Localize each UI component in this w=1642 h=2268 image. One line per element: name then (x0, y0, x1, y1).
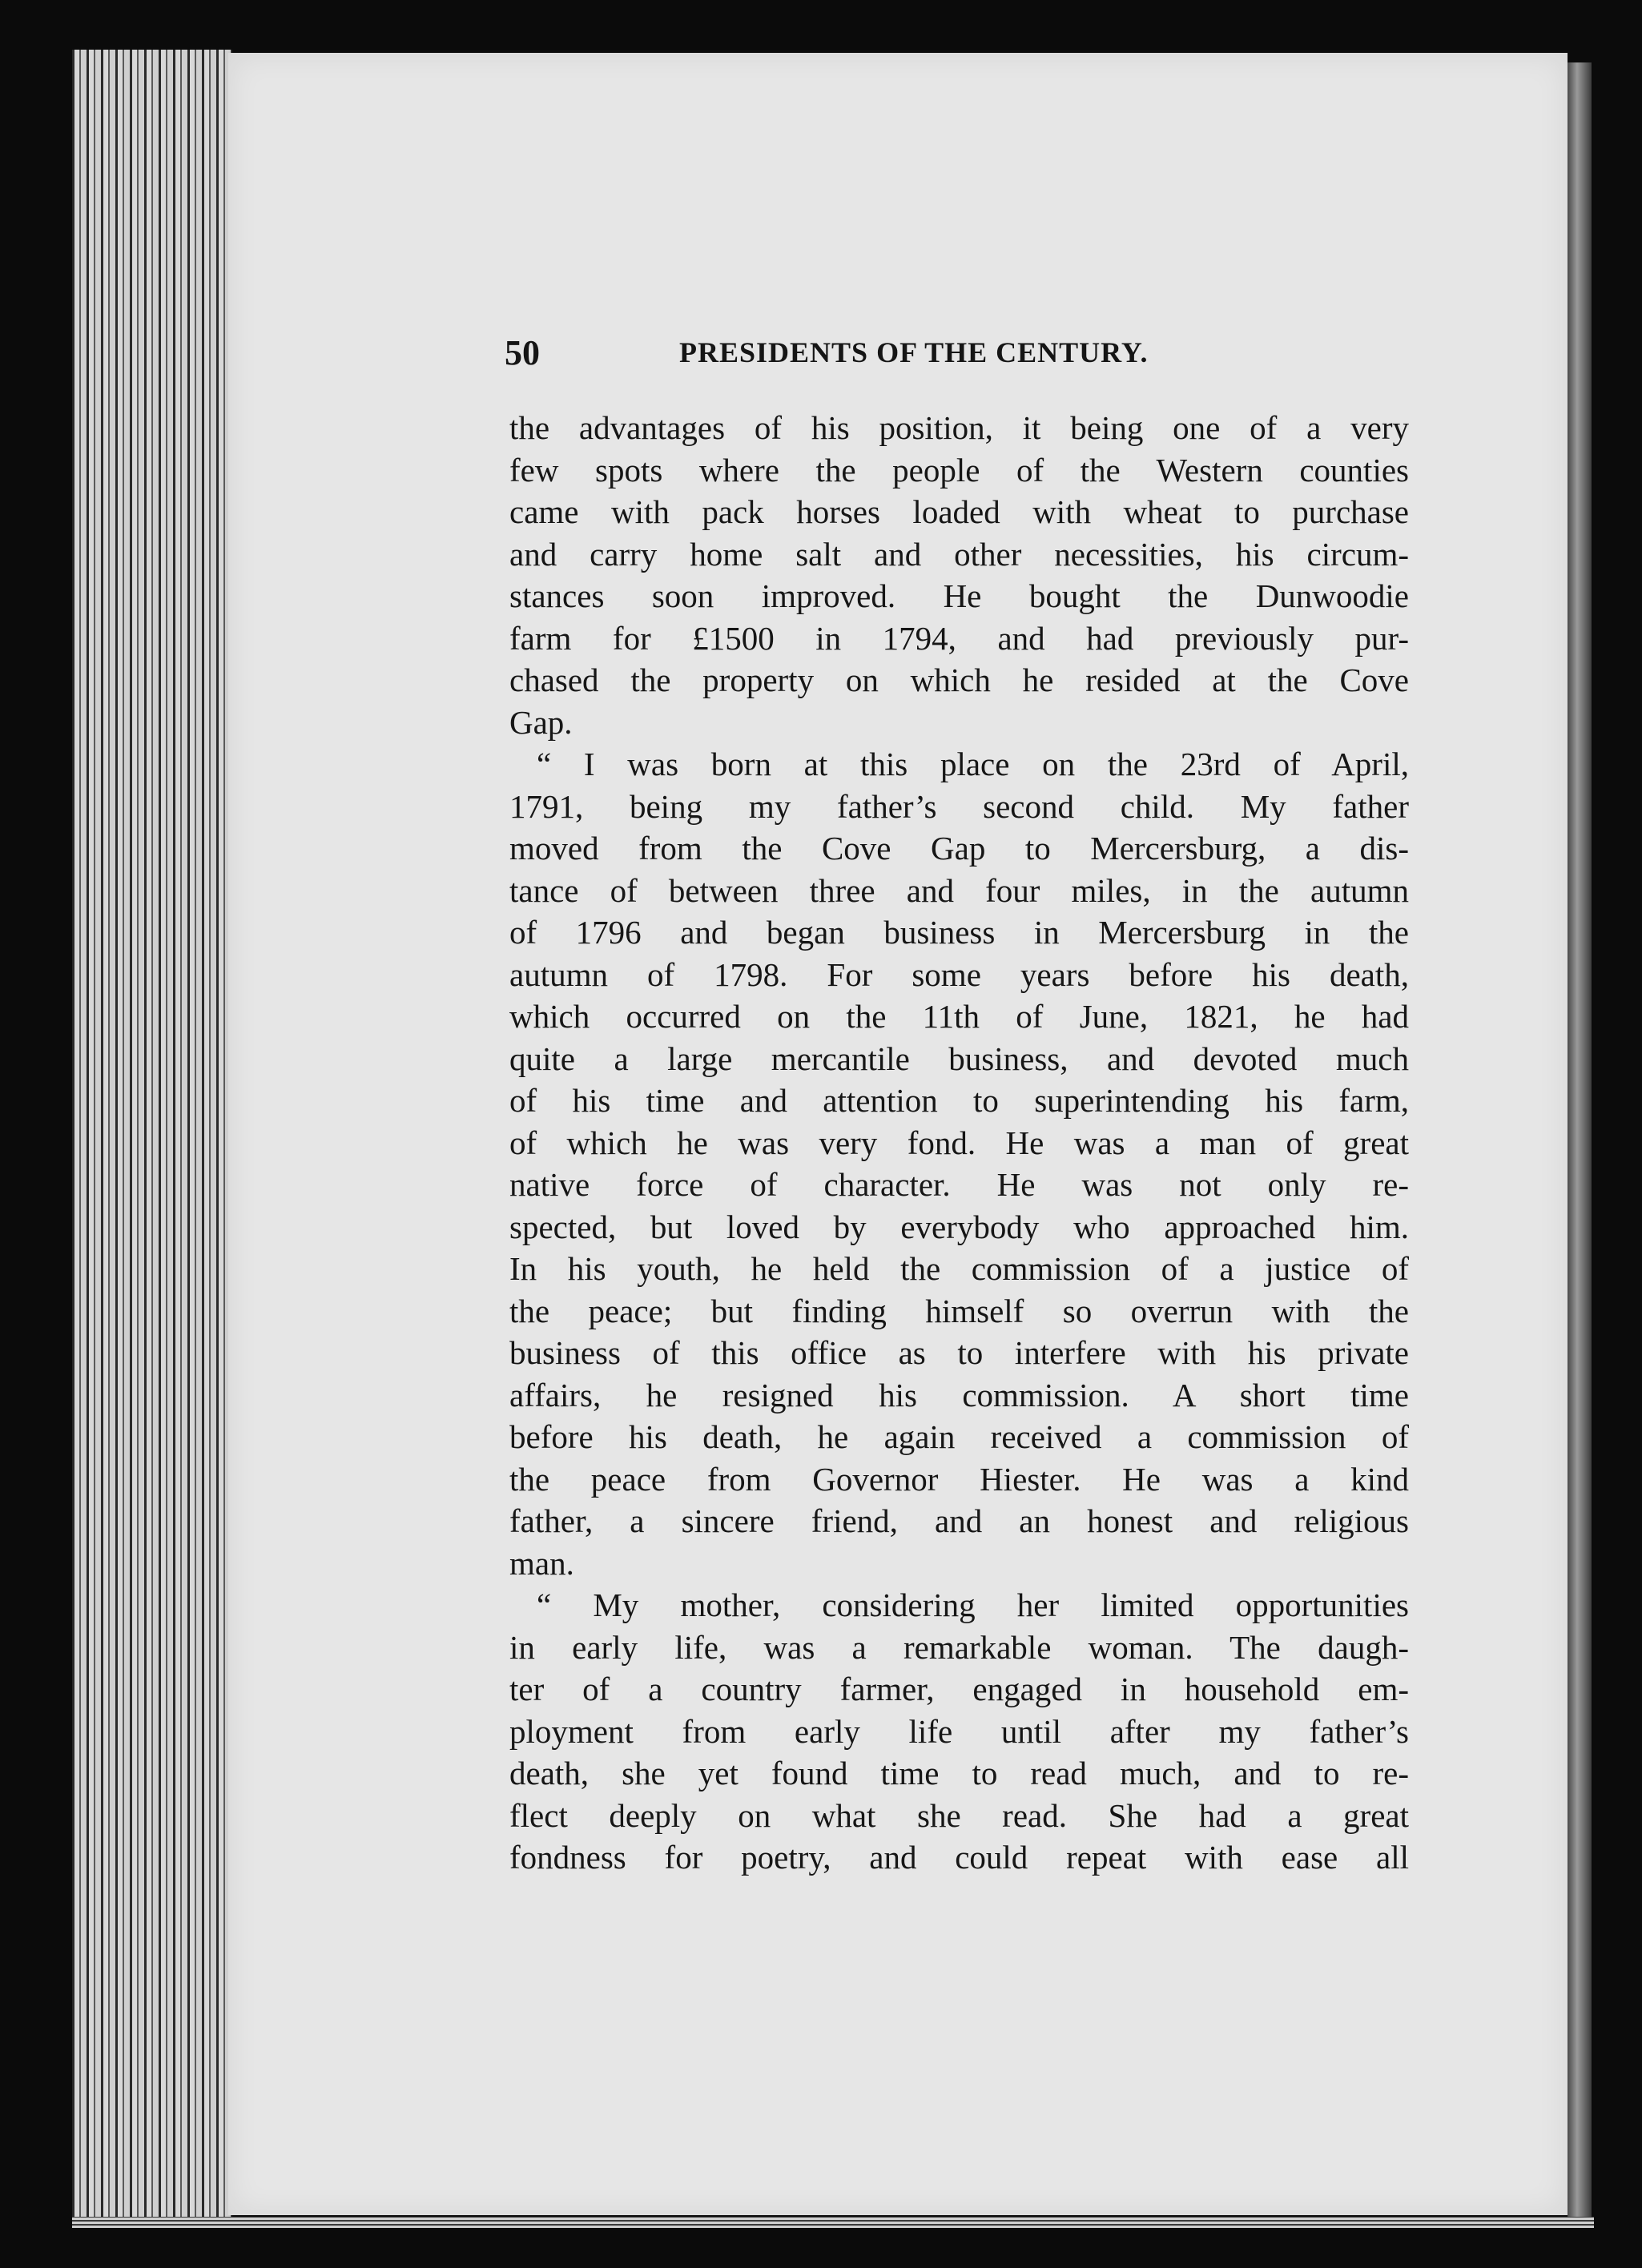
text-line: the advantages of his position, it being one of a very (509, 409, 1409, 446)
text-line: which occurred on the 11th of June, 1821, he had (509, 998, 1409, 1035)
text-line: stances soon improved. He bought the Dunwoodie (509, 577, 1409, 614)
text-line: affairs, he resigned his commission. A short time (509, 1376, 1409, 1413)
page-number: 50 (505, 333, 540, 372)
text-line: chased the property on which he resided at the Cove (509, 662, 1409, 698)
text-line: the peace from Governor Hiester. He was a kind (509, 1460, 1409, 1498)
text-line: flect deeply on what she read. She had a great (509, 1796, 1409, 1834)
book-page-edges (72, 50, 232, 2226)
book-binding-edge (1568, 62, 1592, 2217)
book-bottom-edge (72, 2217, 1594, 2228)
text-line: “ I was born at this place on the 23rd of April, (537, 746, 1409, 782)
text-line: “ My mother, considering her limited opportunities (537, 1586, 1409, 1623)
text-line: spected, but loved by everybody who approached him. (509, 1208, 1409, 1245)
text-line: autumn of 1798. For some years before his death, (509, 955, 1409, 993)
text-line: father, a sincere friend, and an honest and religious (509, 1502, 1409, 1539)
text-line: the peace; but finding himself so overrun with the (509, 1292, 1409, 1329)
body-text (509, 407, 1409, 1879)
text-line: 1791, being my father’s second child. My father (509, 787, 1409, 825)
text-line: tance of between three and four miles, in the autumn (509, 871, 1409, 909)
text-line: quite a large mercantile business, and devoted much (509, 1040, 1409, 1077)
text-line: and carry home salt and other necessities, his circum- (509, 535, 1409, 573)
text-line: man. (509, 1544, 574, 1582)
page-header (505, 332, 1410, 380)
text-line: native force of character. He was not only re- (509, 1166, 1409, 1203)
text-line: of his time and attention to superintending his farm, (509, 1082, 1409, 1119)
text-line: death, she yet found time to read much, and to re- (509, 1755, 1409, 1791)
text-line: few spots where the people of the Western counties (509, 451, 1409, 489)
text-line: came with pack horses loaded with wheat to purchase (509, 493, 1409, 530)
text-line: in early life, was a remarkable woman. The daugh- (509, 1628, 1409, 1666)
text-line: business of this office as to interfere with his private (509, 1334, 1409, 1371)
text-line: farm for £1500 in 1794, and had previously pur- (509, 619, 1409, 657)
text-line: of which he was very fond. He was a man of great (509, 1124, 1409, 1161)
text-line: moved from the Cove Gap to Mercersburg, a dis- (509, 830, 1409, 867)
text-line: In his youth, he held the commission of a justice of (509, 1250, 1409, 1287)
text-line: before his death, he again received a commission of (509, 1418, 1409, 1455)
text-line: Gap. (509, 703, 573, 741)
text-line: ployment from early life until after my father’s (509, 1712, 1409, 1750)
running-title: PRESIDENTS OF THE CENTURY. (679, 336, 1149, 368)
text-line: of 1796 and began business in Mercersburg in the (509, 914, 1409, 951)
text-line: ter of a country farmer, engaged in household em- (509, 1671, 1409, 1707)
text-line: fondness for poetry, and could repeat with ease all (509, 1839, 1409, 1876)
